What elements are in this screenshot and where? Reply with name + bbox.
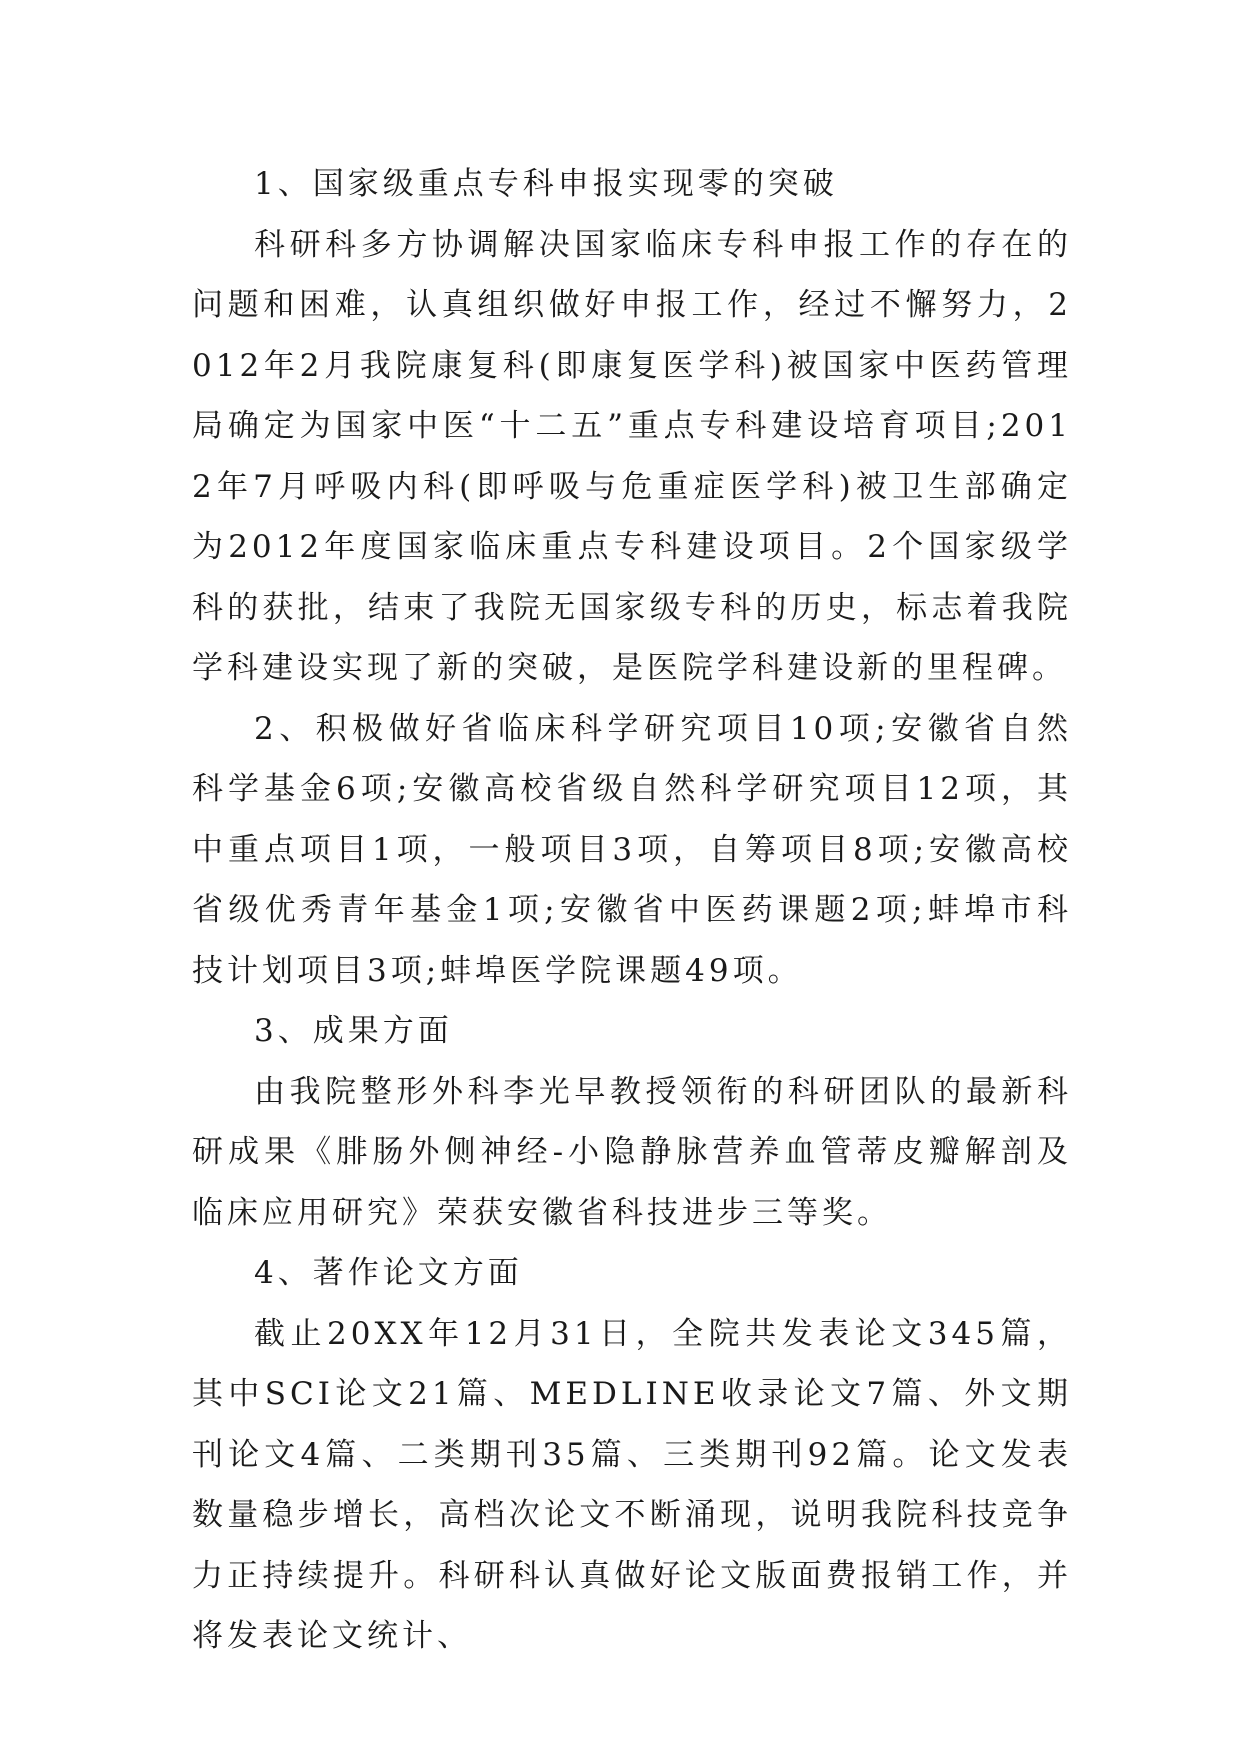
paragraph-publications: 截止20XX年12月31日，全院共发表论文345篇，其中SCI论文21篇、MEDLINE收录论文7篇、外文期刊论文4篇、二类期刊35篇、三类期刊92篇。论文发表数量稳步增长，高档次论文不断涌现，说明我院科技竞争力正持续提升。科研科认真做好论文版面费报销工作，并将发表论文统计、 bbox=[192, 1315, 1072, 1654]
section-heading-3: 3、成果方面 bbox=[254, 1013, 453, 1049]
paragraph-achievements: 由我院整形外科李光早教授领衔的科研团队的最新科研成果《腓肠外侧神经-小隐静脉营养血管蒂皮瓣解剖及临床应用研究》荣获安徽省科技进步三等奖。 bbox=[192, 1073, 1072, 1231]
section-heading-4: 4、著作论文方面 bbox=[254, 1255, 523, 1291]
paragraph-research-projects: 2、积极做好省临床科学研究项目10项;安徽省自然科学基金6项;安徽高校省级自然科学研究项目12项，其中重点项目1项，一般项目3项，自筹项目8项;安徽高校省级优秀青年基金1项;安徽省中医药课题2项;蚌埠市科技计划项目3项;蚌埠医学院课题49项。 bbox=[192, 710, 1072, 989]
section-heading-1: 1、国家级重点专科申报实现零的突破 bbox=[254, 166, 838, 202]
paragraph-national-specialty: 科研科多方协调解决国家临床专科申报工作的存在的问题和困难，认真组织做好申报工作，经过不懈努力，2012年2月我院康复科(即康复医学科)被国家中医药管理局确定为国家中医“十二五”重点专科建设培育项目;2012年7月呼吸内科(即呼吸与危重症医学科)被卫生部确定为2012年度国家临床重点专科建设项目。2个国家级学科的获批，结束了我院无国家级专科的历史，标志着我院学科建设实现了新的突破，是医院学科建设新的里程碑。 bbox=[192, 226, 1072, 686]
document-body bbox=[192, 154, 1072, 1667]
